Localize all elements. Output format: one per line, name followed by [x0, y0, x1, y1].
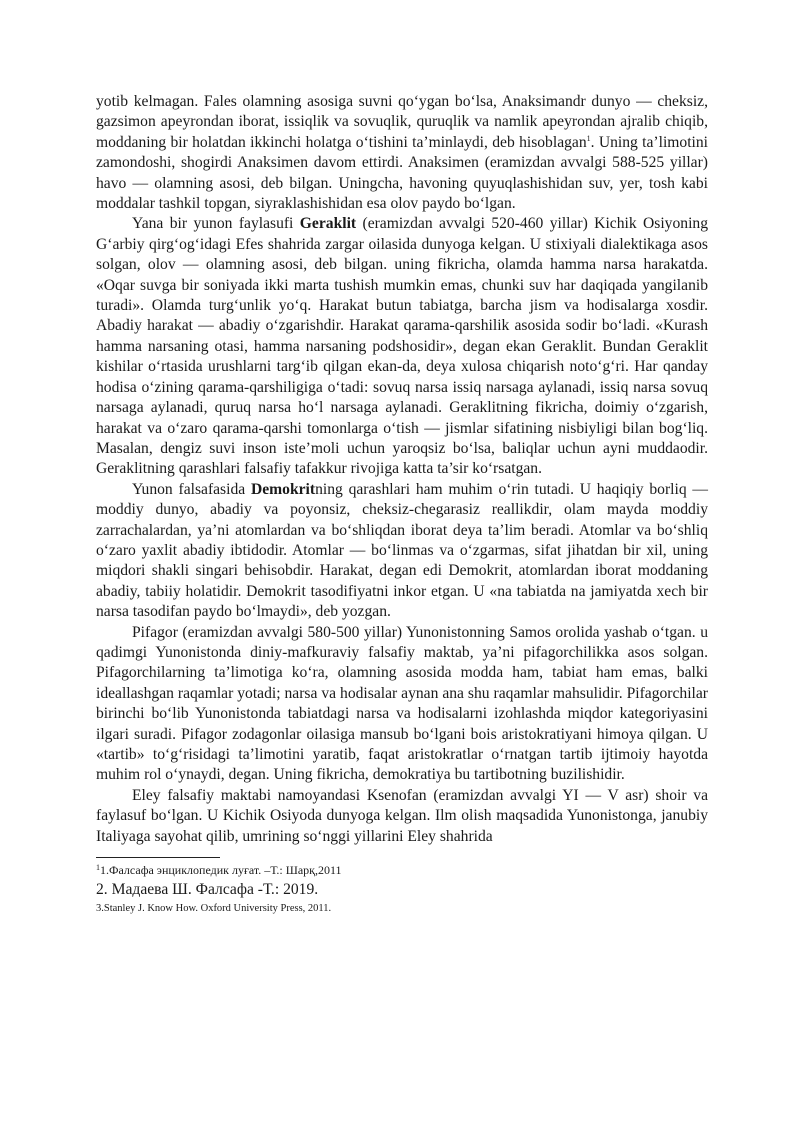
paragraph-pifagor: Pifagor (eramizdan avvalgi 580-500 yillar) Yunonistonning Samos orolida yashab o‘tgan. u qadimgi Yunonistonda diniy-mafkuraviy falsafiy maktab, ya’ni pifagorchilikka asos solgan. Pifagorchilarning ta’limotiga ko‘ra, olamning asosida modda ham, tabiat ham emas, balki ideallashgan raqamlar yotadi; narsa va hodisalar aynan ana shu raqamlar mahsulidir. Pifagorchilar birinchi bo‘lib Yunonistonda tabiatdagi narsa va hodisalarni izohlashda miqdor kategoriyasini ilgari suradi. Pifagor zodagonlar oilasiga mansub bo‘lgani bois aristokratiyani himoya qilgan. U «tartib» to‘g‘risidagi ta’limotini yaratib, faqat aristokratlar o‘rnatgan tartib ijtimoiy hayotda muhim rol o‘ynaydi, degan. Uning fikricha, demokratiya bu tartibotning buzilishidir.	[96, 623, 708, 784]
paragraph-text: Yana bir yunon faylasufi	[132, 215, 300, 233]
paragraph-text: . Uning ta’limotini zamondoshi, shogirdi Anaksimen davom ettirdi. Anaksimen (eramizdan avvalgi 588-525 yillar) havo — olamning asosi, deb bilgan. Uningcha, havoning quyuqlashishidan suv, yer, tosh kabi moddalar tashkil topgan, siyraklashishidan esa olov paydo bo‘lgan.	[96, 133, 709, 213]
footnote-separator	[96, 857, 220, 858]
paragraph-geraklit	[96, 214, 708, 479]
document-page	[96, 92, 708, 917]
paragraph-text: Yunon falsafasida	[132, 480, 251, 498]
footnote-reference[interactable]: 1	[586, 133, 591, 143]
paragraph-demokrit	[96, 480, 708, 623]
paragraph-text: (eramizdan avvalgi 520-460 yillar) Kichik Osiyoning G‘arbiy qirg‘og‘idagi Efes shahrida zargar oilasida dunyoga kelgan. U stixiyali dialektikaga asos solgan, olov — olamning asosi, deb bilgan. uning fikricha, olamda hamma narsa harakatda. «Oqar suvga bir soniyada ikki marta tushish mumkin emas, chunki suv har daqiqada yangilanib turadi». Olamda turg‘unlik yo‘q. Harakat butun tabiatga, barcha jism va hodisalarga xosdir. Abadiy harakat — abadiy o‘zgarishdir. Harakat qarama-qarshilik asosida sodir bo‘ladi. «Kurash hamma narsaning otasi, hamma narsaning podshosidir», degan ekan Geraklit. Bundan Geraklit kishilar o‘rtasida urushlarni targ‘ib qilgan ekan-da, deya xulosa chiqarish noto‘g‘ri. Har qanday hodisa o‘zining qarama-qarshiligiga o‘tadi: sovuq narsa issiq narsaga aylanadi, issiq narsa sovuq narsaga aylanadi, quruq narsa ho‘l narsaga aylanadi. Geraklitning fikricha, doimiy o‘zgarish, harakat va o‘zaro qarama-qarshi tomonlarga o‘tish — jismlar sifatining nisbiyligi bilan bog‘liq. Masalan, dengiz suvi inson iste’moli uchun yaroqsiz bo‘lsa, baliqlar uchun ayni muddaodir. Geraklitning qarashlari falsafiy tafakkur rivojiga katta ta’sir ko‘rsatgan.	[96, 215, 709, 478]
paragraph-ksenofan: Eley falsafiy maktabi namoyandasi Ksenofan (eramizdan avvalgi YI — V asr) shoir va faylasuf bo‘lgan. U Kichik Osiyoda dunyoga kelgan. Ilm olish maqsadida Yunonistonga, janubiy Italiyaga sayohat qilib, umrining so‘nggi yillarini Eley shahrida	[96, 786, 708, 845]
name-geraklit: Geraklit	[299, 215, 357, 233]
footnote-2: 2. Мадаева Ш. Фалсафа -Т.: 2019.	[96, 881, 319, 899]
name-demokrit: Demokrit	[250, 480, 316, 498]
paragraph-anaksimandr	[96, 92, 708, 214]
paragraph-text: yotib kelmagan. Fales olamning asosiga suvni qo‘ygan bo‘lsa, Anaksimandr dunyo — cheksiz, gazsimon apeyrondan iborat, issiqlik va sovuqlik, quruqlik va namlik apeyrondan ajralib chiqib, moddaning bir holatdan ikkinchi holatga o‘tishini ta’minlaydi, deb hisoblagan	[96, 93, 708, 151]
footnote-3: 3.Stanley J. Know How. Oxford University Press, 2011.	[96, 903, 332, 915]
paragraph-text: ning qarashlari ham muhim o‘rin tutadi. U haqiqiy borliq — moddiy dunyo, abadiy va poyonsiz, cheksiz-chegarasiz reallikdir, olam mayda moddiy zarrachalardan, ya’ni atomlardan va bo‘shliqdan iborat deya ta’lim beradi. Atomlar va bo‘shliq o‘zaro yaxlit abadiy ibtidodir. Atomlar — bo‘linmas va o‘zgarmas, sifat jihatdan bir xil, uning miqdori shakli singari behisobdir. Harakat, degan edi Demokrit, atomlardan iborat moddaning abadiy, tabiiy holatidir. Demokrit tasodifiyatni inkor etgan. U «na tabiatda na jamiyatda xech bir narsa tasodifan paydo bo‘lmaydi», deb yozgan.	[96, 480, 708, 621]
footnote-1	[96, 862, 708, 879]
footnote-1-text: 1.Фалсафа энциклопедик луғат. –Т.: Шарқ,2011	[100, 863, 342, 878]
footnote-1-mark: 1	[96, 863, 100, 873]
